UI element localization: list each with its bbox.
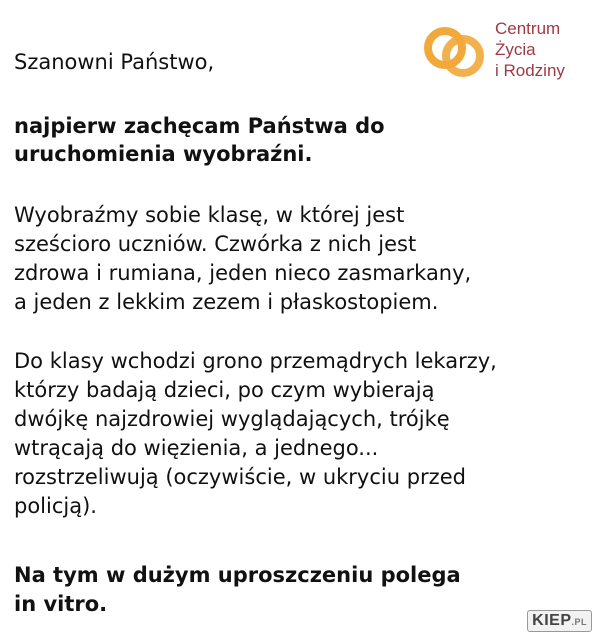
paragraph2-line-3: dwójkę najzdrowiej wyglądających, trójkę (14, 407, 450, 431)
logo-line-3: i Rodziny (495, 61, 565, 80)
interlocking-rings-icon (421, 20, 487, 82)
intro-line-1: najpierw zachęcam Państwa do (14, 114, 385, 138)
paragraph2-line-1: Do klasy wchodzi grono przemądrych lekarzy, (14, 349, 497, 373)
watermark-suffix: .PL (571, 617, 587, 627)
intro-line-2: uruchomienia wyobraźni. (14, 142, 313, 166)
logo-line-1: Centrum (495, 19, 561, 38)
paragraph1-line-4: a jeden z lekkim zezem i płaskostopiem. (14, 290, 439, 314)
kiep-watermark (527, 610, 592, 632)
greeting: Szanowni Państwo, (14, 50, 215, 74)
paragraph2-line-2: którzy badają dzieci, po czym wybierają (14, 378, 435, 402)
paragraph2-line-5: rozstrzeliwują (oczywiście, w ukryciu przed (14, 465, 466, 489)
centrum-logo (421, 16, 591, 90)
logo-line-2: Życia (495, 40, 536, 59)
paragraph2-line-6: policją). (14, 494, 97, 518)
paragraph1-line-2: sześcioro uczniów. Czwórka z nich jest (14, 232, 417, 256)
paragraph1-line-3: zdrowa i rumiana, jeden nieco zasmarkany, (14, 261, 472, 285)
logo-text (495, 18, 565, 81)
watermark-main: KIEP (532, 612, 572, 629)
paragraph1-line-1: Wyobraźmy sobie klasę, w której jest (14, 203, 405, 227)
conclusion-line-2: in vitro. (14, 592, 108, 616)
conclusion-line-1: Na tym w dużym uproszczeniu polega (14, 563, 461, 587)
paragraph2-line-4: wtrącają do więzienia, a jednego... (14, 436, 379, 460)
